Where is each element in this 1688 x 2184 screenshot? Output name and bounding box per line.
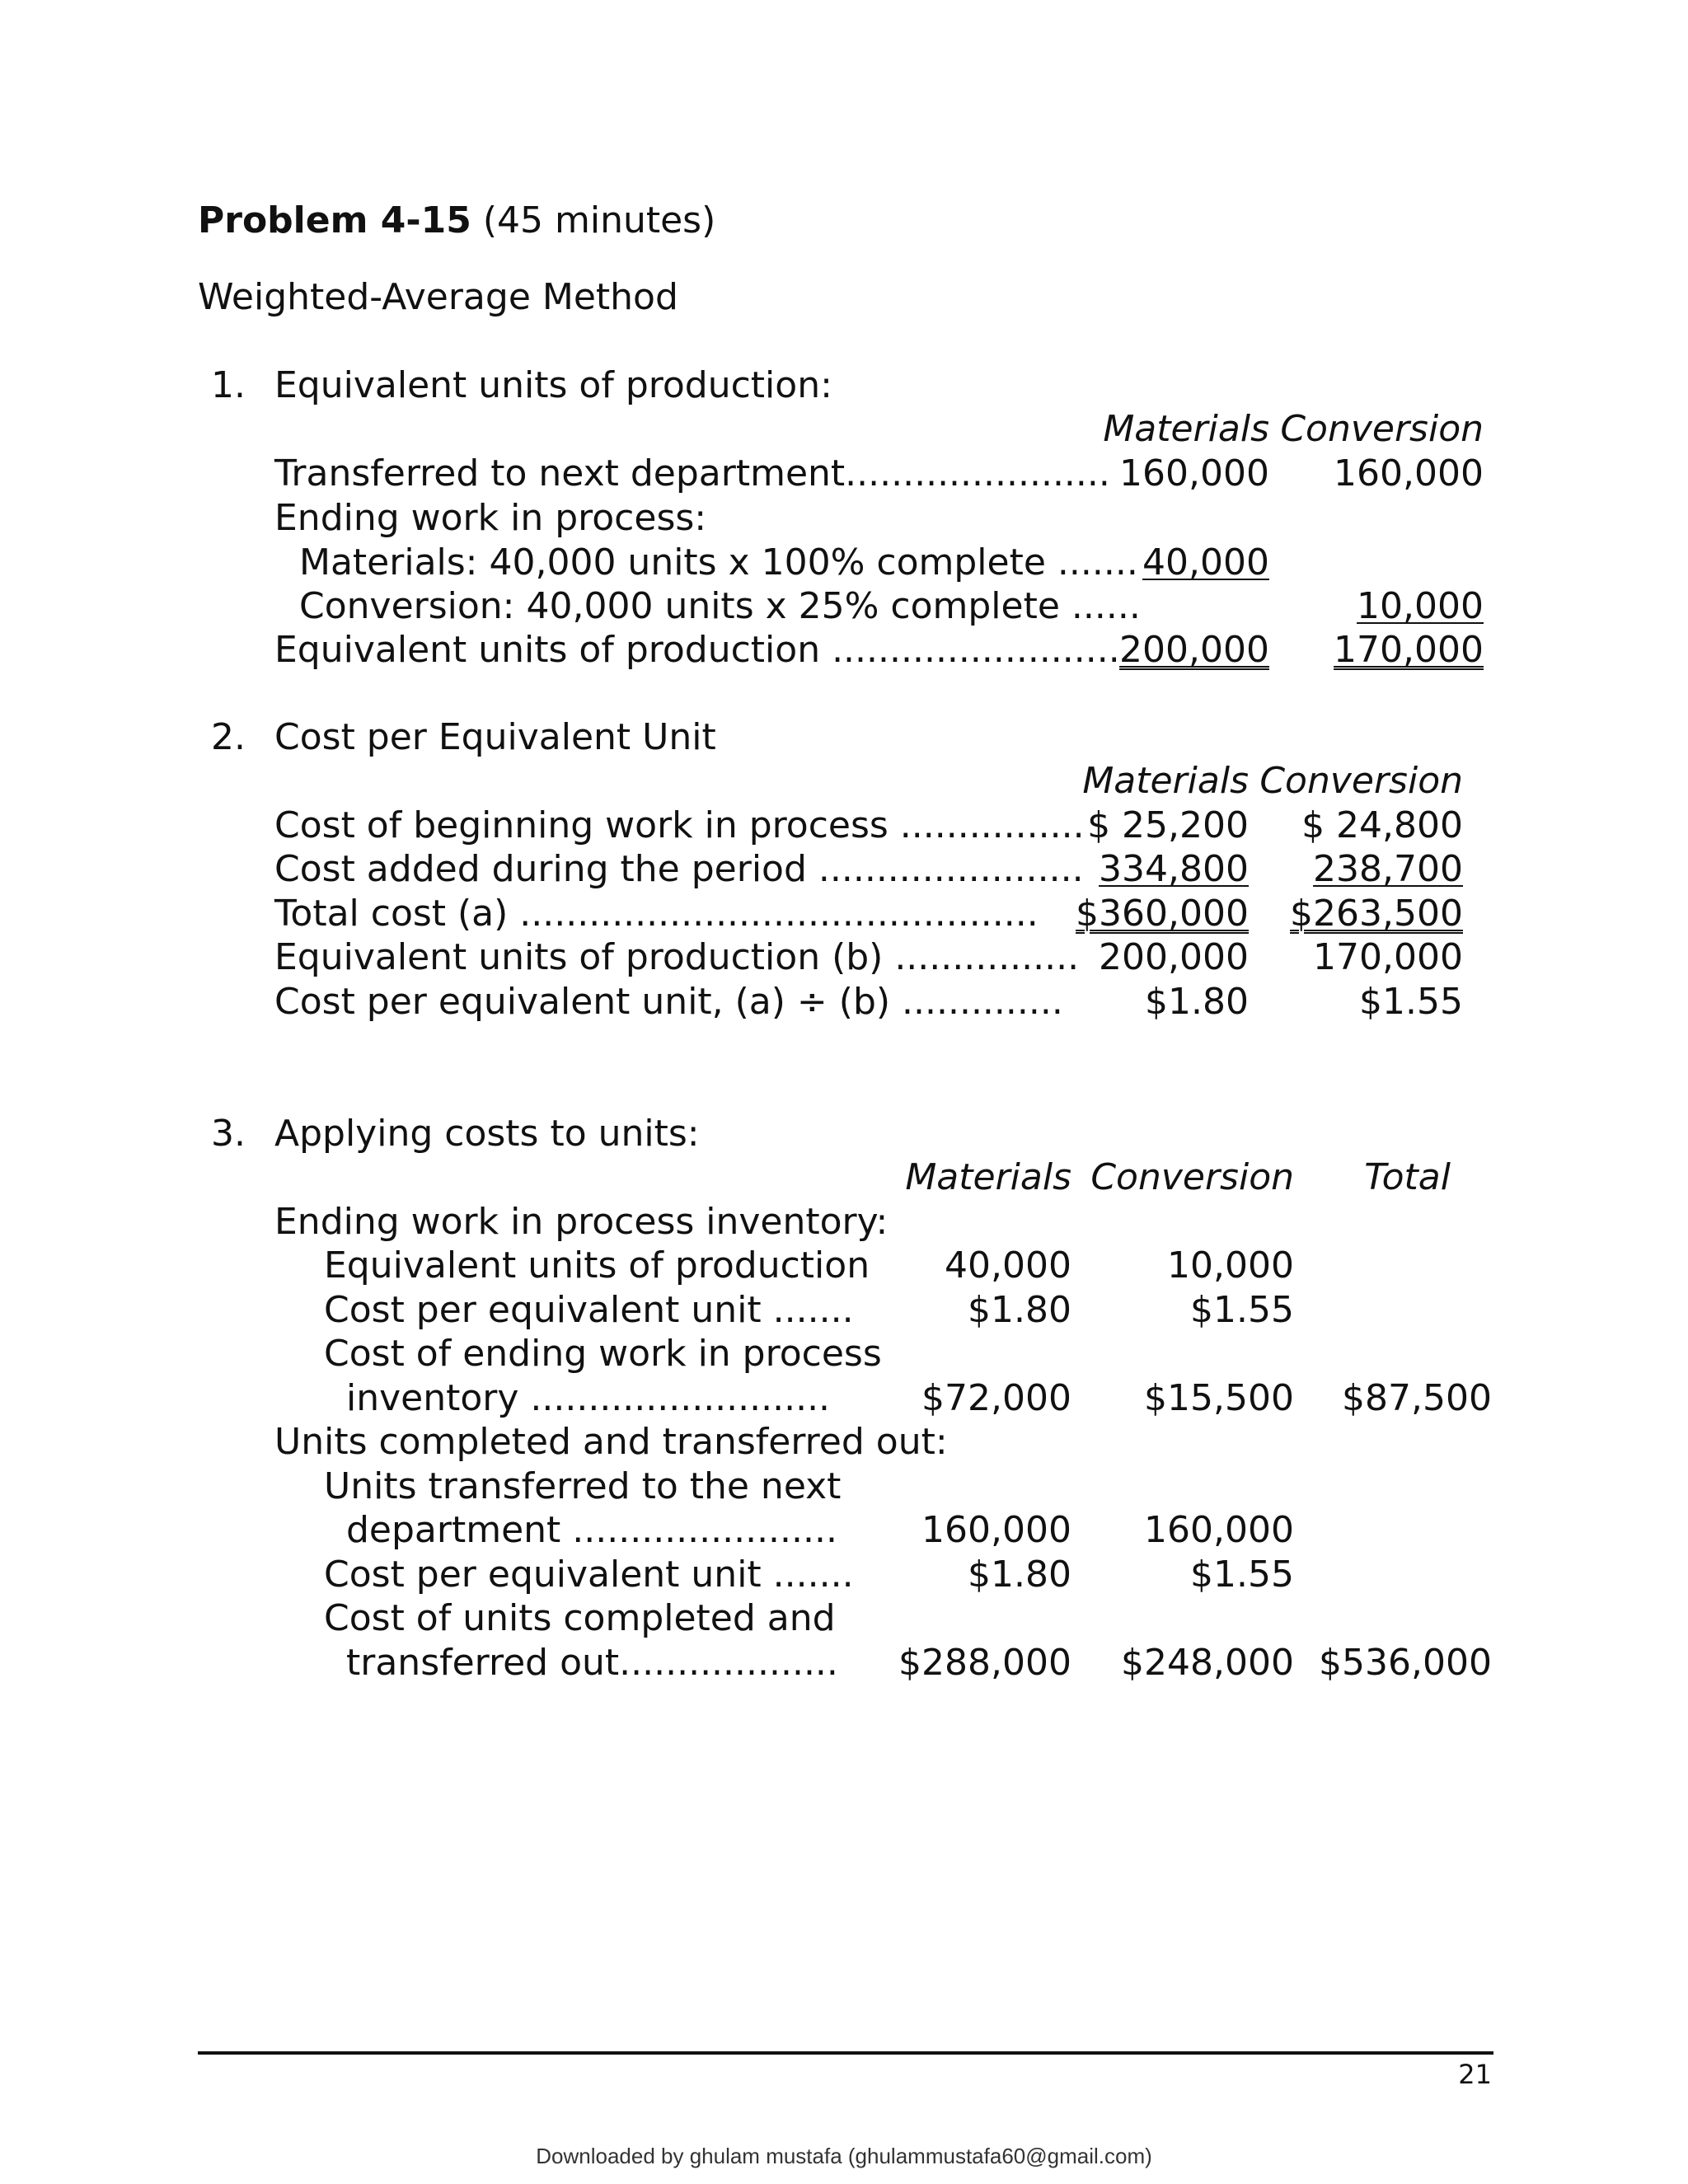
part1-row-conversion: 160,000 (1334, 452, 1484, 494)
part2-row-label: Cost per equivalent unit, (a) ÷ (b) .............. (274, 981, 1063, 1023)
part2-row-materials: $ 25,200 (1087, 804, 1249, 846)
part3-row-conversion: $15,500 (1144, 1377, 1294, 1419)
part3-row-label: Units completed and transferred out: (274, 1421, 948, 1463)
footer-rule (198, 2051, 1493, 2055)
part3-row-label: Units transferred to the next (324, 1465, 842, 1507)
part3-row-label: Cost per equivalent unit ....... (324, 1289, 854, 1331)
part1-row-label: Equivalent units of production ......................... (274, 629, 1120, 671)
part3-row-label: department ....................... (346, 1509, 837, 1551)
part1-col-conversion: Conversion (1280, 408, 1484, 450)
part2-row-materials: $360,000 (1076, 893, 1249, 935)
part2-row-label: Total cost (a) ............................................. (274, 893, 1039, 935)
part3-col-total: Total (1364, 1156, 1451, 1198)
part2-row-conversion: 238,700 (1313, 848, 1463, 890)
part3-row-label: Cost per equivalent unit ....... (324, 1554, 854, 1596)
part1-row-label: Ending work in process: (274, 497, 707, 539)
problem-duration: (45 minutes) (471, 199, 716, 241)
part3-row-conversion: 10,000 (1167, 1244, 1294, 1286)
part2-row-materials: 200,000 (1099, 936, 1249, 978)
part3-row-materials: $288,000 (898, 1642, 1071, 1684)
part3-row-conversion: $248,000 (1121, 1642, 1294, 1684)
part1-row-conversion: 10,000 (1357, 585, 1484, 627)
part1-row-materials: 160,000 (1119, 452, 1269, 494)
part1-number: 1. (211, 364, 246, 406)
part2-row-materials: 334,800 (1099, 848, 1249, 890)
part1-row-label: Transferred to next department....................... (274, 452, 1110, 494)
part2-number: 2. (211, 716, 246, 758)
part2-heading: Cost per Equivalent Unit (274, 716, 716, 758)
part3-col-conversion: Conversion (1090, 1156, 1294, 1198)
part1-row-label: Materials: 40,000 units x 100% complete ....... (299, 541, 1138, 583)
part2-row-label: Equivalent units of production (b) ................ (274, 936, 1080, 978)
problem-number: Problem 4-15 (198, 199, 471, 241)
part2-row-label: Cost added during the period ....................... (274, 848, 1084, 890)
part3-row-materials: $1.80 (968, 1289, 1071, 1331)
part2-col-materials: Materials (1082, 760, 1249, 802)
part2-row-conversion: $1.55 (1359, 981, 1463, 1023)
part1-row-conversion: 170,000 (1334, 629, 1484, 671)
method-subtitle: Weighted-Average Method (198, 276, 678, 318)
download-note: Downloaded by ghulam mustafa (ghulammustafa60@gmail.com) (536, 2144, 1152, 2168)
part1-row-materials: 200,000 (1119, 629, 1269, 671)
part2-row-materials: $1.80 (1145, 981, 1249, 1023)
part2-row-conversion: $ 24,800 (1301, 804, 1463, 846)
part3-row-label: Ending work in process inventory: (274, 1201, 889, 1243)
part1-row-label: Conversion: 40,000 units x 25% complete ...... (299, 585, 1141, 627)
problem-title (198, 199, 715, 243)
part2-row-conversion: $263,500 (1290, 893, 1463, 935)
part3-row-materials: $72,000 (921, 1377, 1071, 1419)
part3-row-label: Equivalent units of production (324, 1244, 870, 1286)
part3-row-label: inventory .......................... (346, 1377, 831, 1419)
part1-heading: Equivalent units of production: (274, 364, 832, 406)
part3-row-label: Cost of ending work in process (324, 1333, 882, 1375)
part2-row-label: Cost of beginning work in process ................ (274, 804, 1085, 846)
part3-row-conversion: $1.55 (1190, 1289, 1294, 1331)
part3-col-materials: Materials (905, 1156, 1071, 1198)
part3-heading: Applying costs to units: (274, 1113, 700, 1155)
part3-row-materials: 160,000 (921, 1509, 1071, 1551)
part2-row-conversion: 170,000 (1313, 936, 1463, 978)
part3-number: 3. (211, 1113, 246, 1155)
part3-row-conversion: $1.55 (1190, 1554, 1294, 1596)
part3-row-materials: 40,000 (945, 1244, 1071, 1286)
part1-col-materials: Materials (1103, 408, 1269, 450)
part2-col-conversion: Conversion (1259, 760, 1463, 802)
part3-row-total: $87,500 (1342, 1377, 1492, 1419)
page-number: 21 (1458, 2059, 1492, 2090)
part3-row-total: $536,000 (1319, 1642, 1492, 1684)
part3-row-label: transferred out................... (346, 1642, 838, 1684)
part1-row-materials: 40,000 (1142, 541, 1269, 583)
part3-row-materials: $1.80 (968, 1554, 1071, 1596)
part3-row-label: Cost of units completed and (324, 1597, 836, 1639)
part3-row-conversion: 160,000 (1144, 1509, 1294, 1551)
